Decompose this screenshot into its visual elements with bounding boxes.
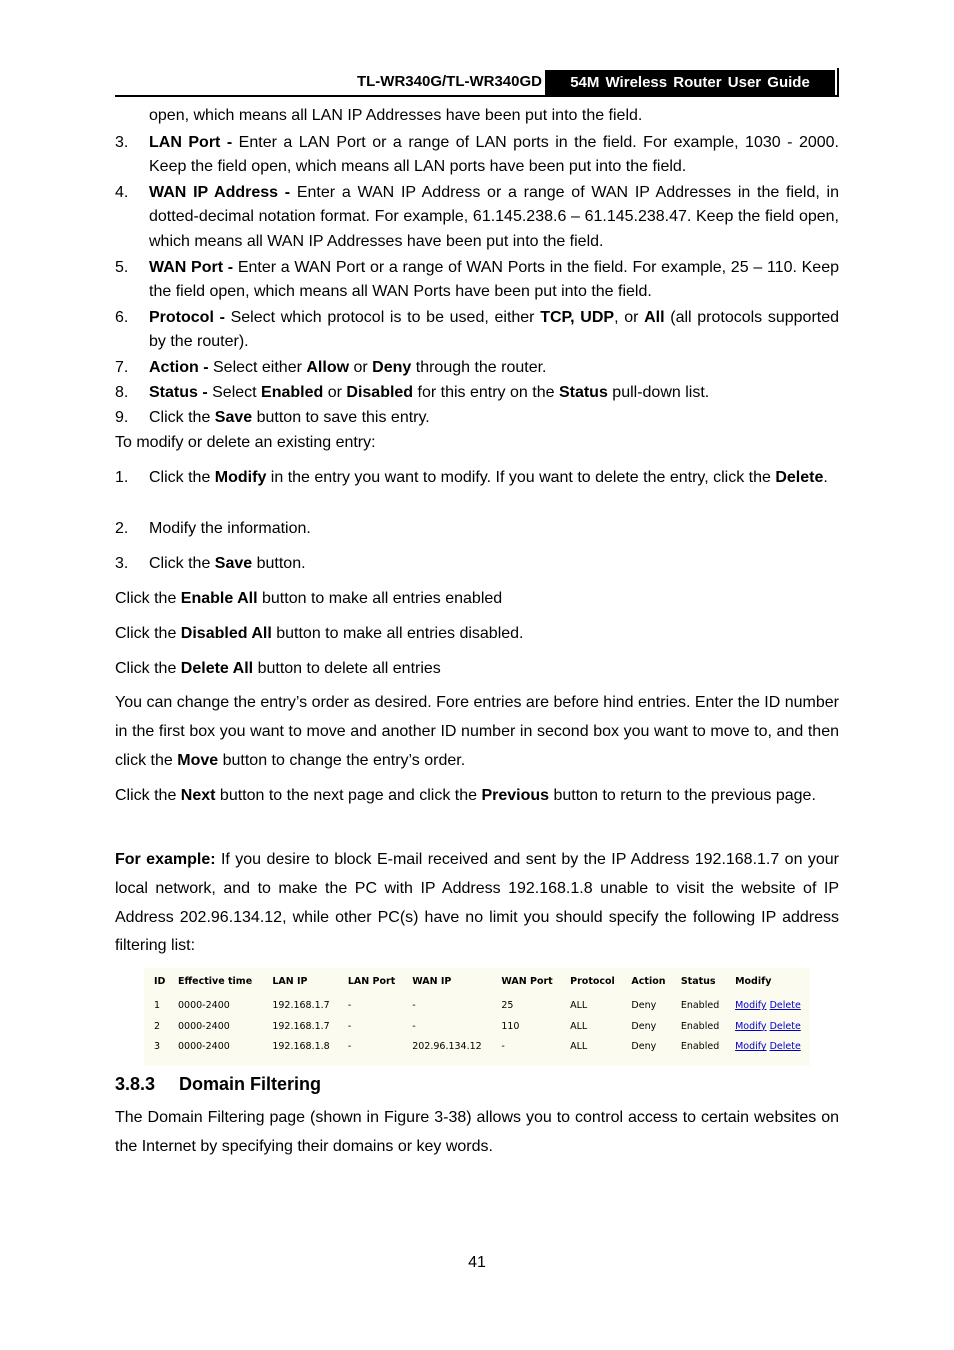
header-model: TL-WR340G/TL-WR340GD <box>356 73 542 90</box>
cell-wan-port: 25 <box>501 999 514 1011</box>
cell-modify <box>725 1037 810 1058</box>
cell-modify <box>725 995 810 1016</box>
term-all: All <box>644 308 665 326</box>
item-text: or <box>323 383 347 401</box>
modify-link[interactable]: Modify <box>735 1020 767 1032</box>
item-text: Select which protocol is to be used, either <box>224 308 541 326</box>
list-number: 6. <box>115 308 129 326</box>
item-text: Enter a WAN IP Address or a range of WAN IP Addresses in the field, in dotted-decimal notation format. For example, 61.145.238.6 – 61.145.238.47. Keep the field open, which means all WAN IP Addresses have been put into the field. <box>149 183 840 250</box>
term-delete: Delete <box>775 468 824 486</box>
item-text: Select either <box>208 358 307 376</box>
cell-status: Enabled <box>680 1041 720 1053</box>
column-header: WAN IP <box>412 976 452 987</box>
cell-lan-port: - <box>347 999 352 1011</box>
term-deny: Deny <box>372 358 412 376</box>
header-guide-title: 54M Wireless Router User Guide <box>545 70 835 95</box>
term-move: Move <box>177 751 219 769</box>
term-enable-all: Enable All <box>180 590 258 607</box>
term-disabled: Disabled <box>346 383 414 401</box>
cell-status: Enabled <box>680 1020 720 1032</box>
item-text: button. <box>252 554 306 572</box>
item-text: , or <box>614 308 645 326</box>
item-text: in the entry you want to modify. If you want to delete the entry, click the <box>266 468 776 486</box>
item-text: Enter a WAN Port or a range of WAN Ports in the field. For example, 25 – 110. Keep the field open, which means all WAN Ports have been put into the field. <box>149 258 840 300</box>
column-header: Status <box>680 976 716 987</box>
term-status: Status - <box>149 383 208 401</box>
example-paragraph: For example: If you desire to block E-mail received and sent by the IP Address 192.168.1.7 on your local network, and to make the PC with IP Address 192.168.1.8 unable to visit the website of IP Address 202.96.134.12, while other PC(s) have no limit you should specify the following IP address filtering list: <box>115 851 840 955</box>
continuation-text: open, which means all LAN IP Addresses have been put into the field. <box>149 107 643 124</box>
list-number: 2. <box>115 519 129 537</box>
cell-modify <box>725 1016 810 1037</box>
delete-link[interactable]: Delete <box>769 1020 801 1032</box>
list-number: 1. <box>115 468 129 486</box>
term-next: Next <box>180 787 216 804</box>
cell-protocol: ALL <box>570 1020 588 1032</box>
cell-id: 1 <box>154 999 161 1011</box>
term-lan-port: LAN Port - <box>149 133 233 151</box>
next-paragraph: Click the Next button to the next page and click the Previous button to return to the previous page. <box>115 787 816 804</box>
list-number: 7. <box>115 358 129 376</box>
term-enabled: Enabled <box>261 383 324 401</box>
cell-wan-port: 110 <box>501 1020 520 1032</box>
item-text: for this entry on the <box>413 383 559 401</box>
column-header: WAN Port <box>501 976 553 987</box>
cell-id: 3 <box>154 1041 161 1053</box>
section-title: Domain Filtering <box>179 1074 322 1094</box>
section-paragraph: The Domain Filtering page (shown in Figure 3-38) allows you to control access to certain websites on the Internet by specifying their domains or key words. <box>115 1109 839 1155</box>
table-row <box>144 1016 810 1037</box>
cell-action: Deny <box>631 1041 657 1053</box>
section-heading <box>115 1074 321 1095</box>
cell-wan-ip: 202.96.134.12 <box>412 1041 482 1053</box>
term-wan-ip: WAN IP Address - <box>149 183 291 201</box>
column-header: Effective time <box>178 976 253 987</box>
modify-intro: To modify or delete an existing entry: <box>115 434 376 451</box>
list-number: 3. <box>115 554 129 572</box>
cell-lan-ip: 192.168.1.8 <box>272 1041 330 1053</box>
table-header-row <box>144 968 810 995</box>
term-protocol: Protocol - <box>149 308 225 326</box>
term-tcp-udp: TCP, UDP <box>540 308 615 326</box>
cell-lan-port: - <box>347 1020 352 1032</box>
delete-link[interactable]: Delete <box>769 1041 801 1053</box>
cell-wan-ip: - <box>412 999 416 1011</box>
column-header: Modify <box>735 976 772 987</box>
term-status-list: Status <box>558 383 608 401</box>
cell-status: Enabled <box>680 999 720 1011</box>
term-for-example: For example: <box>115 851 216 868</box>
cell-lan-ip: 192.168.1.7 <box>272 999 330 1011</box>
list-number: 3. <box>115 133 129 151</box>
table-row <box>144 1037 810 1058</box>
move-paragraph: You can change the entry’s order as desired. Fore entries are before hind entries. Enter the ID number in the first box you want to move and another ID number in second box you want to move to, and then click the Move button to change the entry’s order. <box>115 694 839 769</box>
cell-action: Deny <box>631 999 657 1011</box>
item-text: Enter a LAN Port or a range of LAN ports in the field. For example, 1030 - 2000. Keep the field open, which means all LAN ports have been put into the field. <box>149 133 839 175</box>
cell-protocol: ALL <box>570 1041 588 1053</box>
column-header: LAN IP <box>272 976 308 987</box>
list-number: 8. <box>115 383 129 401</box>
item-text: pull-down list. <box>607 383 710 401</box>
column-header: Action <box>631 976 666 987</box>
term-save: Save <box>214 554 253 572</box>
ip-filter-table <box>144 968 810 1066</box>
item-text: Click the <box>149 468 215 486</box>
column-header: ID <box>154 976 166 987</box>
cell-time: 0000-2400 <box>178 1020 230 1032</box>
cell-lan-ip: 192.168.1.7 <box>272 1020 330 1032</box>
cell-action: Deny <box>631 1020 657 1032</box>
term-modify: Modify <box>214 468 267 486</box>
term-allow: Allow <box>306 358 350 376</box>
column-header: Protocol <box>570 976 615 987</box>
term-wan-port: WAN Port - <box>149 258 234 276</box>
cell-lan-port: - <box>347 1041 352 1053</box>
list-number: 5. <box>115 258 129 276</box>
item-text: Click the <box>149 554 215 572</box>
list-number: 9. <box>115 408 129 426</box>
section-number: 3.8.3 <box>115 1074 156 1094</box>
item-text: Select <box>207 383 262 401</box>
modify-link[interactable]: Modify <box>735 999 767 1011</box>
enable-all-text: Click the Enable All button to make all entries enabled <box>115 590 503 607</box>
item-text: Click the <box>149 408 215 426</box>
column-header: LAN Port <box>347 976 396 987</box>
modify-link[interactable]: Modify <box>735 1041 767 1053</box>
term-action: Action - <box>149 358 209 376</box>
delete-all-text: Click the Delete All button to delete all entries <box>115 660 441 677</box>
item-text: (all protocols supported by the router). <box>149 308 840 350</box>
cell-protocol: ALL <box>570 999 588 1011</box>
item-text: Modify the information. <box>149 519 311 537</box>
item-text: or <box>349 358 373 376</box>
term-delete-all: Delete All <box>180 660 254 677</box>
page-number: 41 <box>468 1254 486 1271</box>
delete-link[interactable]: Delete <box>769 999 801 1011</box>
term-save: Save <box>214 408 253 426</box>
cell-time: 0000-2400 <box>178 999 230 1011</box>
item-text: button to save this entry. <box>252 408 430 426</box>
item-text: . <box>823 468 828 486</box>
term-disabled-all: Disabled All <box>180 625 272 642</box>
table-row <box>144 995 810 1016</box>
cell-wan-port: - <box>501 1041 505 1053</box>
cell-wan-ip: - <box>412 1020 416 1032</box>
cell-time: 0000-2400 <box>178 1041 230 1053</box>
item-text: through the router. <box>411 358 547 376</box>
list-number: 4. <box>115 183 129 201</box>
cell-id: 2 <box>154 1020 161 1032</box>
disable-all-text: Click the Disabled All button to make all entries disabled. <box>115 625 524 642</box>
term-previous: Previous <box>481 787 550 804</box>
